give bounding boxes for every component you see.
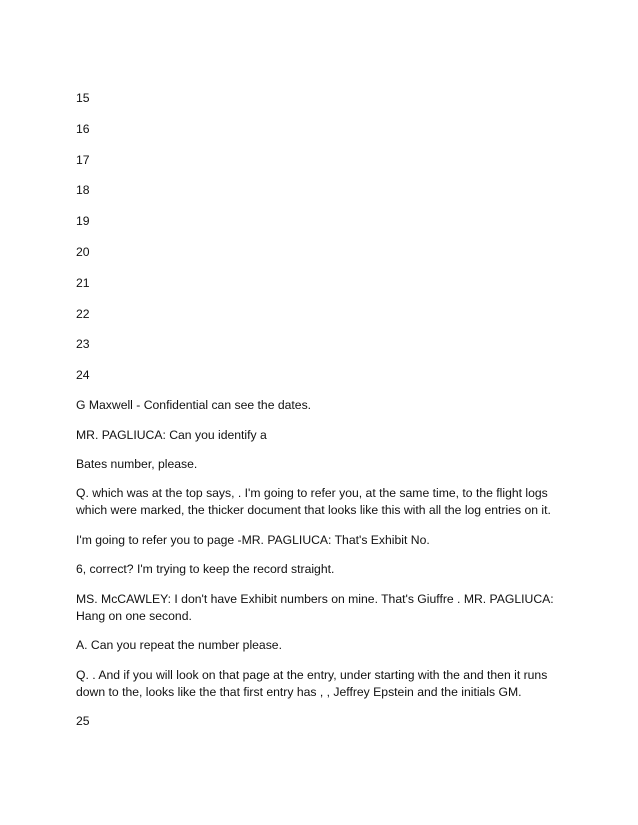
transcript-paragraph: A. Can you repeat the number please. bbox=[76, 638, 282, 653]
line-number-17: 17 bbox=[76, 152, 90, 167]
line-number-23: 23 bbox=[76, 337, 90, 352]
transcript-paragraph: Q. . And if you will look on that page at the entry, under starting with the and then it runs down to the, looks like the that first entry has , , Jeffrey Epstein and the initials GM. bbox=[76, 667, 548, 699]
transcript-paragraph-header: G Maxwell - Confidential can see the dates. bbox=[76, 398, 312, 413]
line-number-22: 22 bbox=[76, 306, 90, 321]
transcript-paragraph: MS. McCAWLEY: I don't have Exhibit numbers on mine. That's Giuffre . MR. PAGLIUCA: Hang on one second. bbox=[76, 591, 554, 623]
line-number-25: 25 bbox=[76, 714, 90, 729]
line-number-16: 16 bbox=[76, 121, 90, 136]
line-number-18: 18 bbox=[76, 183, 90, 198]
transcript-paragraph: I'm going to refer you to page -MR. PAGLIUCA: That's Exhibit No. bbox=[76, 532, 430, 547]
transcript-paragraph: MR. PAGLIUCA: Can you identify a bbox=[76, 427, 267, 442]
transcript-paragraph: Q. which was at the top says, . I'm going to refer you, at the same time, to the flight logs which were marked, the thicker document that looks like this with all the log entries on it. bbox=[76, 486, 551, 518]
transcript-paragraph: 6, correct? I'm trying to keep the record straight. bbox=[76, 562, 335, 577]
line-number-24: 24 bbox=[76, 368, 90, 383]
line-number-20: 20 bbox=[76, 244, 90, 259]
line-number-19: 19 bbox=[76, 214, 90, 229]
line-number-21: 21 bbox=[76, 275, 90, 290]
line-number-15: 15 bbox=[76, 91, 90, 105]
transcript-body bbox=[76, 90, 566, 744]
transcript-paragraph: Bates number, please. bbox=[76, 456, 198, 471]
